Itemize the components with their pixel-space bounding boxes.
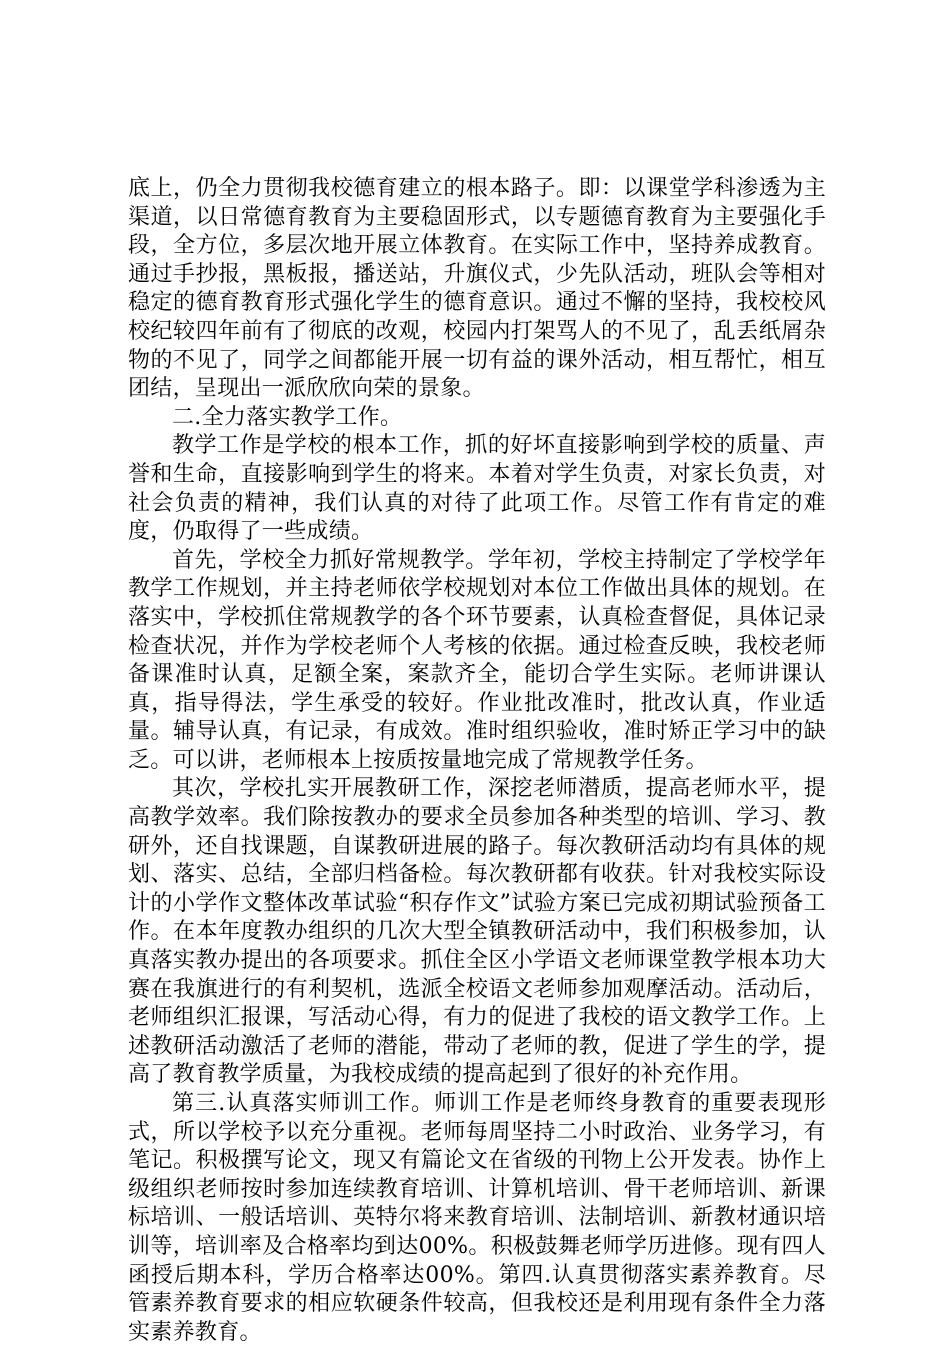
section-heading-teaching: 二.全力落实教学工作。 [172, 404, 403, 430]
document-body [128, 175, 826, 1347]
paragraph-routine-teaching: 首先，学校全力抓好常规教学。学年初，学校主持制定了学校学年教学工作规划，并主持老师依学校规划对本位工作做出具体的规划。在落实中，学校抓住常规教学的各个环节要素，认真检查督促，具体记录检查状况，并作为学校老师个人考核的依据。通过检查反映，我校老师备课准时认真，足额全案，案款齐全，能切合学生实际。老师讲课认真，指导得法，学生承受的较好。作业批改准时，批改认真，作业适量。辅导认真，有记录，有成效。准时组织验收，准时矫正学习中的缺乏。可以讲，老师根本上按质按量地完成了常规教学任务。 [128, 547, 826, 773]
paragraph-moral-education: 底上，仍全力贯彻我校德育建立的根本路子。即：以课堂学科渗透为主渠道，以日常德育教育为主要稳固形式，以专题德育教育为主要强化手段，全方位，多层次地开展立体教育。在实际工作中，坚持养成教育。通过手抄报，黑板报，播送站，升旗仪式，少先队活动，班队会等相对稳定的德育教育形式强化学生的德育意识。通过不懈的坚持，我校校风校纪较四年前有了彻底的改观，校园内打架骂人的不见了，乱丢纸屑杂物的不见了，同学之间都能开展一切有益的课外活动，相互帮忙，相互团结，呈现出一派欣欣向荣的景象。 [128, 176, 826, 402]
paragraph-teacher-training: 第三.认真落实师训工作。师训工作是老师终身教育的重要表现形式，所以学校予以充分重视。老师每周坚持二小时政治、业务学习，有笔记。积极撰写论文，现又有篇论文在省级的刊物上公开发表。协作上级组织老师按时参加连续教育培训、计算机培训、骨干老师培训、新课标培训、一般话培训、英特尔将来教育培训、法制培训、新教材通识培训等，培训率及合格率均到达00%。积极鼓舞老师学历进修。现有四人函授后期本科，学历合格率达00%。第四.认真贯彻落实素养教育。尽管素养教育要求的相应软硬条件较高，但我校还是利用现有条件全力落实素养教育。 [128, 1091, 826, 1345]
paragraph-teaching-research: 其次，学校扎实开展教研工作，深挖老师潜质，提高老师水平，提高教学效率。我们除按教办的要求全员参加各种类型的培训、学习、教研外，还自找课题，自谋教研进展的路子。每次教研活动均有具体的规划、落实、总结，全部归档备检。每次教研都有收获。针对我校实际设计的小学作文整体改革试验“积存作文”试验方案已完成初期试验预备工作。在本年度教办组织的几次大型全镇教研活动中，我们积极参加，认真落实教办提出的各项要求。抓住全区小学语文老师课堂教学根本功大赛在我旗进行的有利契机，选派全校语文老师参加观摩活动。活动后，老师组织汇报课，写活动心得，有力的促进了我校的语文教学工作。上述教研活动激活了老师的潜能，带动了老师的教，促进了学生的学，提高了教育教学质量，为我校成绩的提高起到了很好的补充作用。 [128, 776, 826, 1088]
paragraph-teaching-intro: 教学工作是学校的根本工作，抓的好坏直接影响到学校的质量、声誉和生命，直接影响到学生的将来。本着对学生负责，对家长负责，对社会负责的精神，我们认真的对待了此项工作。尽管工作有肯定的难度，仍取得了一些成绩。 [128, 433, 826, 545]
